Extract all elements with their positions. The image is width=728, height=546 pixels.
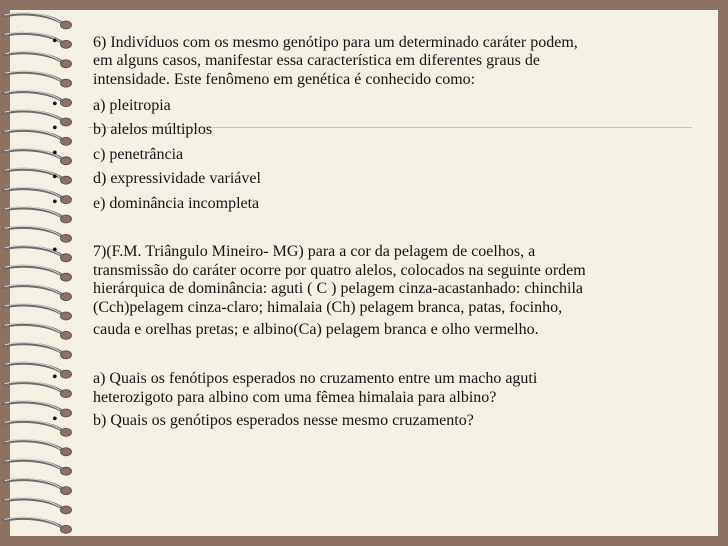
- binding-ring-icon: [4, 479, 72, 495]
- spiral-binding-icon: [0, 0, 90, 546]
- question-7-stem-line: hierárquica de dominância: aguti ( C ) pelagem cinza-acastanhado: chinchila: [93, 280, 583, 297]
- bullet-icon: •: [52, 145, 58, 162]
- bullet-icon: •: [52, 169, 58, 186]
- binding-ring-icon: [4, 517, 72, 533]
- binding-ring-icon: [4, 32, 72, 48]
- binding-ring-icon: [4, 343, 72, 359]
- bullet-icon: •: [52, 369, 58, 386]
- binding-ring-icon: [4, 207, 72, 223]
- bullet-icon: •: [52, 194, 58, 211]
- question-6-option-b: b) alelos múltiplos: [93, 121, 213, 138]
- binding-ring-icon: [4, 420, 72, 436]
- bullet-icon: •: [52, 242, 58, 259]
- question-7-stem-line: (Cch)pelagem cinza-claro; himalaia (Ch) pelagem branca, patas, focinho,: [93, 299, 563, 316]
- binding-ring-icon: [4, 168, 72, 184]
- bullet-icon: •: [52, 120, 58, 137]
- binding-ring-icon: [4, 285, 72, 301]
- binding-ring-icon: [4, 91, 72, 107]
- question-6-option-e: e) dominância incompleta: [93, 195, 260, 212]
- binding-ring-icon: [4, 13, 72, 29]
- binding-ring-icon: [4, 149, 72, 165]
- bullet-icon: •: [52, 96, 58, 113]
- binding-ring-icon: [4, 246, 72, 262]
- question-6-option-d: d) expressividade variável: [93, 170, 261, 187]
- question-7-part-a-line: a) Quais os fenótipos esperados no cruzamento entre um macho aguti: [93, 370, 538, 387]
- binding-ring-icon: [4, 129, 72, 145]
- binding-ring-icon: [4, 188, 72, 204]
- question-6-stem-line: em alguns casos, manifestar essa característica em diferentes graus de: [93, 52, 540, 69]
- question-6-option-c: c) penetrância: [93, 146, 184, 163]
- binding-ring-icon: [4, 362, 72, 378]
- binding-ring-icon: [4, 382, 72, 398]
- question-7-stem-line: transmissão do caráter ocorre por quatro alelos, colocados na seguinte ordem: [93, 262, 586, 279]
- bullet-icon: •: [52, 33, 58, 50]
- question-7-stem-line: 7)(F.M. Triângulo Mineiro- MG) para a cor da pelagem de coelhos, a: [93, 243, 536, 260]
- binding-ring-icon: [4, 265, 72, 281]
- question-6-stem-line: intensidade. Este fenômeno em genética é conhecido como:: [93, 71, 476, 88]
- binding-ring-icon: [4, 71, 72, 87]
- binding-ring-icon: [4, 323, 72, 339]
- bullet-icon: •: [52, 411, 58, 428]
- binding-ring-icon: [4, 459, 72, 475]
- binding-ring-icon: [4, 498, 72, 514]
- question-6-option-a: a) pleitropia: [93, 97, 171, 114]
- binding-ring-icon: [4, 304, 72, 320]
- question-7-stem-line: cauda e orelhas pretas; e albino(Ca) pelagem branca e olho vermelho.: [93, 321, 539, 338]
- binding-ring-icon: [4, 440, 72, 456]
- binding-ring-icon: [4, 110, 72, 126]
- question-7-part-a-line: heterozigoto para albino com uma fêmea himalaia para albino?: [93, 389, 497, 406]
- binding-ring-icon: [4, 226, 72, 242]
- question-6-stem-line: 6) Indivíduos com os mesmo genótipo para um determinado caráter podem,: [93, 34, 578, 51]
- binding-ring-icon: [4, 401, 72, 417]
- binding-ring-icon: [4, 52, 72, 68]
- question-7-part-b: b) Quais os genótipos esperados nesse mesmo cruzamento?: [93, 412, 474, 429]
